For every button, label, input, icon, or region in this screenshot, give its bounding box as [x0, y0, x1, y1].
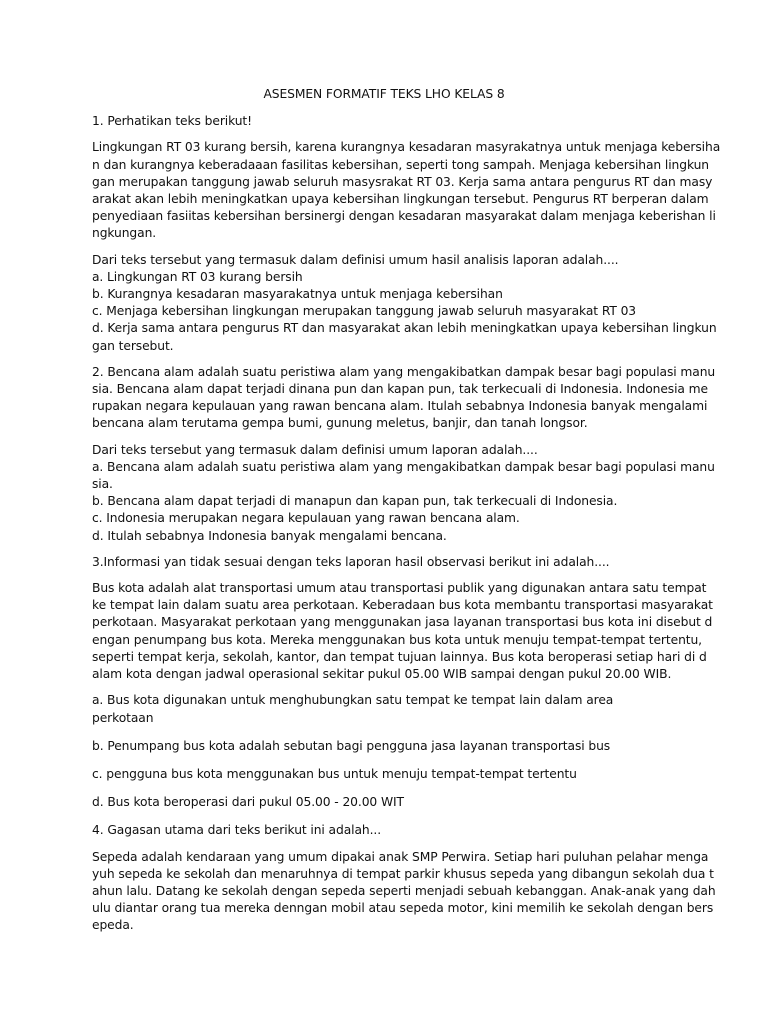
q1-option-a: a. Lingkungan RT 03 kurang bersih — [92, 269, 303, 284]
passage-line: Bus kota adalah alat transportasi umum atau transportasi publik yang digunakan antara satu tempat — [92, 581, 707, 596]
q4-passage — [92, 849, 716, 935]
q3-passage — [92, 580, 713, 683]
passage-line: penyediaan fasiitas kebersihan bersinergi dengan kesadaran masyarakat dalam menjaga keberishan li — [92, 209, 716, 224]
passage-line: ulu diantar orang tua mereka denngan mobil atau sepeda motor, kini memilih ke sekolah dengan bers — [92, 901, 714, 916]
q1-option-c: c. Menjaga kebersihan lingkungan merupakan tanggung jawab seluruh masyarakat RT 03 — [92, 304, 637, 319]
passage-line: alam kota dengan jadwal operasional sekitar pukul 05.00 WIB sampai dengan pukul 20.00 WIB. — [92, 667, 672, 682]
passage-line: Lingkungan RT 03 kurang bersih, karena kurangnya kesadaran masyrakatnya untuk menjaga kebersiha — [92, 140, 721, 155]
passage-line: sia. Bencana alam dapat terjadi dinana pun dan kapan pun, tak terkecuali di Indonesia. Indonesia me — [92, 382, 708, 397]
passage-line: rupakan negara kepulauan yang rawan bencana alam. Itulah sebabnya Indonesia banyak mengalami — [92, 399, 708, 414]
q1-prompt: 1. Perhatikan teks berikut! — [92, 114, 252, 129]
q3-option-a: a. Bus kota digunakan untuk menghubungkan satu tempat ke tempat lain dalam area perkotaan — [92, 693, 614, 725]
q4-prompt: 4. Gagasan utama dari teks berikut ini adalah... — [92, 823, 382, 838]
q1-question: Dari teks tersebut yang termasuk dalam definisi umum hasil analisis laporan adalah.... — [92, 252, 619, 267]
q2-question-block — [92, 442, 715, 545]
passage-line: ke tempat lain dalam suatu area perkotaan. Keberadaan bus kota membantu transportasi masyarakat — [92, 598, 713, 613]
q2-option-d: d. Itulah sebabnya Indonesia banyak mengalami bencana. — [92, 528, 447, 543]
q1-question-block — [92, 252, 717, 355]
q2-option-a: a. Bencana alam adalah suatu peristiwa alam yang mengakibatkan dampak besar bagi populasi manu — [92, 459, 715, 474]
passage-line: 2. Bencana alam adalah suatu peristiwa alam yang mengakibatkan dampak besar bagi populasi manu — [92, 364, 716, 379]
passage-line: seperti tempat kerja, sekolah, kantor, dan tempat tujuan lainnya. Bus kota beroperasi setiap hari di d — [92, 649, 707, 664]
passage-line: gan merupakan tanggung jawab seluruh masysrakat RT 03. Kerja sama antara pengurus RT dan masy — [92, 174, 713, 189]
passage-line: arakat akan lebih meningkatkan upaya kebersihan lingkungan tersebut. Pengurus RT berperan dalam — [92, 192, 709, 207]
q1-option-b: b. Kurangnya kesadaran masyarakatnya untuk menjaga kebersihan — [92, 287, 503, 302]
document-title: ASESMEN FORMATIF TEKS LHO KELAS 8 — [263, 87, 505, 101]
passage-line: engan penumpang bus kota. Mereka menggunakan bus kota untuk menuju tempat-tempat tertentu, — [92, 632, 702, 647]
passage-line: perkotaan. Masyarakat perkotaan yang menggunakan jasa layanan transportasi bus kota ini disebut d — [92, 615, 713, 630]
q2-option-b: b. Bencana alam dapat terjadi di manapun dan kapan pun, tak terkecuali di Indonesia. — [92, 494, 618, 509]
passage-line: ngkungan. — [92, 226, 157, 241]
passage-line: n dan kurangnya keberadaaan fasilitas kebersihan, seperti tong sampah. Menjaga kebersihan lingkun — [92, 157, 709, 172]
q1-passage — [92, 139, 721, 242]
q3-option-c: c. pengguna bus kota menggunakan bus untuk menuju tempat-tempat tertentu — [92, 766, 577, 781]
passage-line: ahun lalu. Datang ke sekolah dengan sepeda seperti menjadi sebuah kebanggan. Anak-anak yang dah — [92, 883, 716, 898]
q2-passage — [92, 364, 716, 433]
q1-option-d: d. Kerja sama antara pengurus RT dan masyarakat akan lebih meningkatkan upaya kebersihan lingkun — [92, 321, 717, 336]
passage-line: epeda. — [92, 918, 134, 933]
q2-option-c: c. Indonesia merupakan negara kepulauan yang rawan bencana alam. — [92, 511, 520, 526]
q3-option-d: d. Bus kota beroperasi dari pukul 05.00 - 20.00 WIT — [92, 795, 404, 810]
passage-line: bencana alam terutama gempa bumi, gunung meletus, banjir, dan tanah longsor. — [92, 416, 588, 431]
q2-question: Dari teks tersebut yang termasuk dalam definisi umum laporan adalah.... — [92, 442, 538, 457]
passage-line: Sepeda adalah kendaraan yang umum dipakai anak SMP Perwira. Setiap hari puluhan pelahar menga — [92, 849, 709, 864]
q3-option-b: b. Penumpang bus kota adalah sebutan bagi pengguna jasa layanan transportasi bus — [92, 738, 611, 753]
q3-prompt: 3.Informasi yan tidak sesuai dengan teks laporan hasil observasi berikut ini adalah.... — [92, 554, 610, 569]
q2-option-a-continued: sia. — [92, 477, 113, 492]
q1-option-d-continued: gan tersebut. — [92, 338, 174, 353]
passage-line: yuh sepeda ke sekolah dan menaruhnya di tempat parkir khusus sepeda yang dibangun sekolah dua t — [92, 866, 714, 881]
